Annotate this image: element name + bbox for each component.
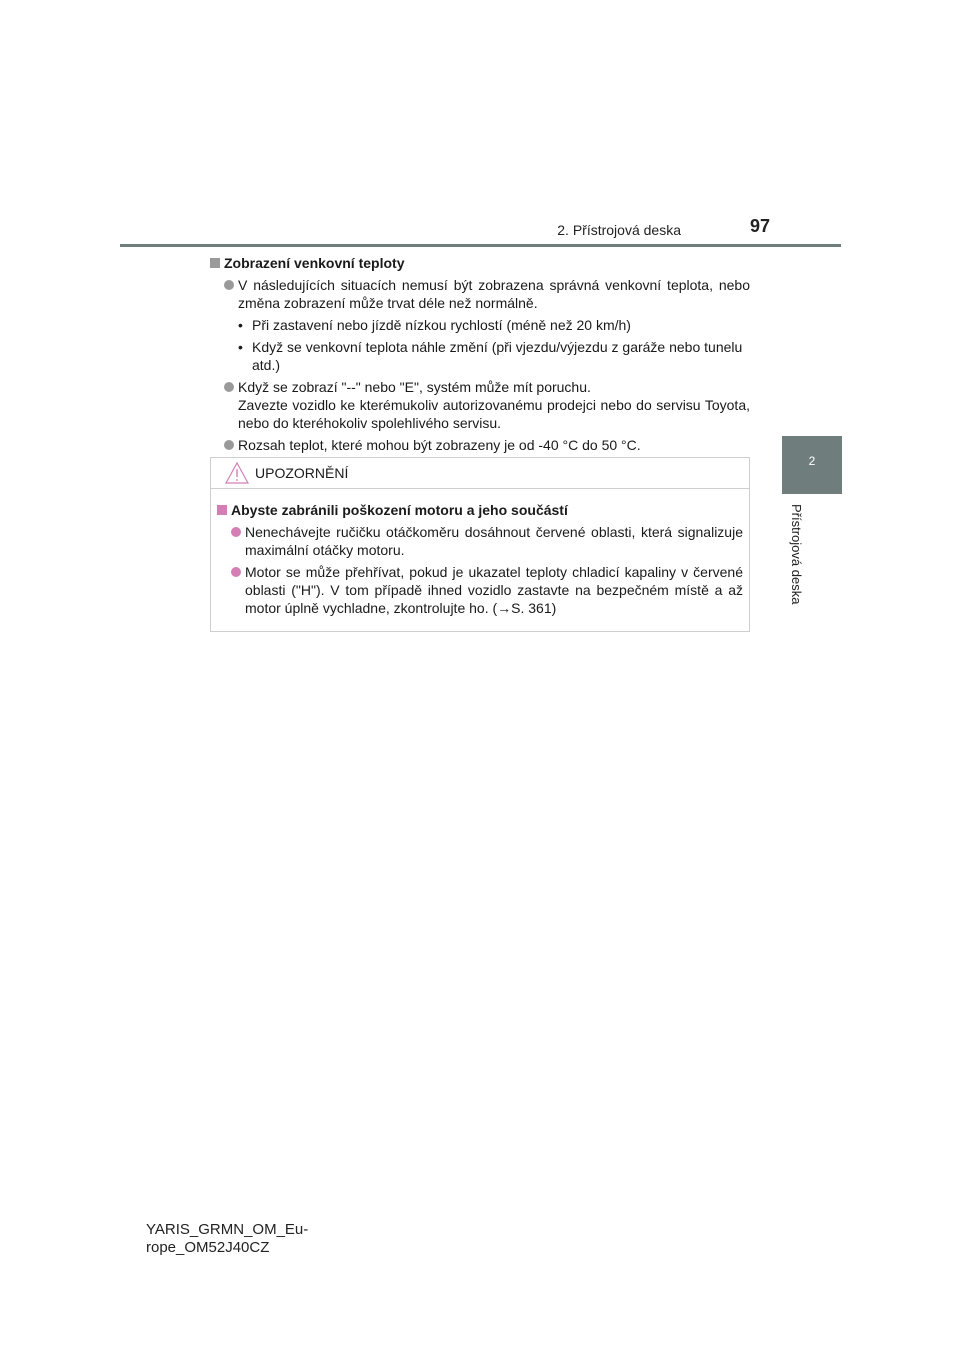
header-rule: [120, 244, 841, 247]
page-number: 97: [750, 216, 771, 236]
section-title: 2. Přístrojová deska: [557, 222, 681, 238]
chapter-tab: [782, 436, 842, 494]
circle-bullet-icon: [231, 527, 241, 537]
square-bullet-icon: [217, 505, 227, 515]
caution-box: [210, 457, 750, 632]
list-item: Když se zobrazí "--" nebo "E", systém může mít poruchu. Zavezte vozidlo ke kterémukoliv autorizovanému prodejci nebo do servisu Toyota, nebo do kteréhokoliv spolehlivého servisu.: [224, 378, 750, 432]
circle-bullet-icon: [224, 382, 234, 392]
sub-list-item: • Když se venkovní teplota náhle změní (při vjezdu/výjezdu z garáže nebo tunelu atd.): [238, 339, 743, 373]
caution-title: UPOZORNĚNÍ: [255, 465, 349, 481]
chapter-label: Přístrojová deska: [789, 504, 804, 605]
section-heading: Zobrazení venkovní teploty: [210, 254, 750, 272]
square-bullet-icon: [210, 258, 220, 268]
list-item: Nenechávejte ručičku otáčkoměru dosáhnout červené oblasti, která signalizuje maximální otáčky motoru.: [231, 523, 743, 559]
sub-list-item: • Při zastavení nebo jízdě nízkou rychlostí (méně než 20 km/h): [238, 317, 631, 333]
warning-triangle-icon: [225, 462, 249, 484]
caution-heading: Abyste zabránili poškození motoru a jeho součástí: [217, 501, 743, 519]
list-item: Motor se může přehřívat, pokud je ukazatel teploty chladicí kapaliny v červené oblasti ("H"). V tom případě ihned vozidlo zastavte na bezpečném místě a až motor úplně vychladne, zkontrolujte ho. (→S. 361): [231, 563, 743, 617]
main-content: [210, 254, 750, 458]
list-item: Rozsah teplot, které mohou být zobrazeny je od -40 °C do 50 °C.: [224, 436, 750, 454]
circle-bullet-icon: [231, 567, 241, 577]
circle-bullet-icon: [224, 440, 234, 450]
chapter-number: 2: [808, 454, 816, 468]
document-code: YARIS_GRMN_OM_Eu- rope_OM52J40CZ: [146, 1221, 309, 1256]
circle-bullet-icon: [224, 280, 234, 290]
page-header: [120, 214, 841, 248]
list-item: V následujících situacích nemusí být zobrazena správná venkovní teplota, nebo změna zobrazení může trvat déle než normálně.: [224, 276, 750, 312]
caution-header: [211, 458, 749, 489]
